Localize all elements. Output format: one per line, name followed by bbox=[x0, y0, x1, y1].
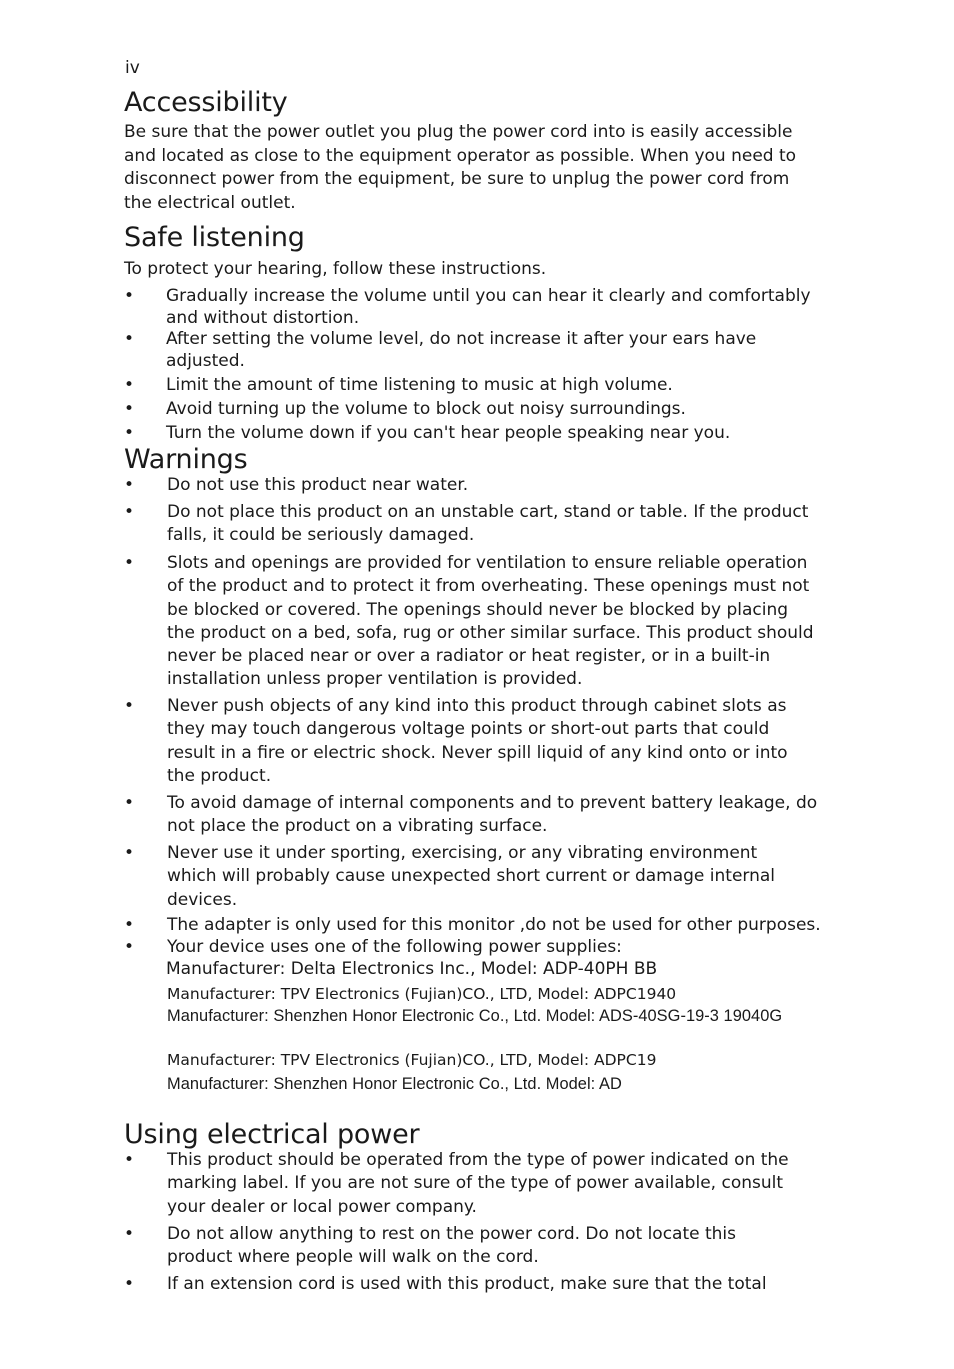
list-item bbox=[124, 842, 804, 912]
list-item bbox=[124, 501, 844, 548]
list-item-text: Turn the volume down if you can't hear people speaking near you. bbox=[166, 423, 731, 443]
list-item bbox=[124, 792, 844, 839]
bullet-glyph: • bbox=[124, 423, 135, 443]
bullet-glyph: • bbox=[124, 696, 135, 716]
warnings-heading: Warnings bbox=[124, 444, 248, 475]
power-supply-line: Manufacturer: TPV Electronics (Fujian)CO., LTD, Model: ADPC19 bbox=[167, 1051, 657, 1069]
power-supply-line: Manufacturer: Shenzhen Honor Electronic Co., Ltd. Model: AD bbox=[167, 1075, 622, 1093]
bullet-glyph: • bbox=[124, 375, 135, 395]
list-item bbox=[124, 914, 864, 937]
list-item-text: This product should be operated from the type of power indicated on the marking label. If you are not sure of the type of power available, consult your dealer or local power company. bbox=[167, 1150, 789, 1217]
bullet-glyph: • bbox=[124, 843, 135, 863]
list-item-text: Slots and openings are provided for ventilation to ensure reliable operation of the product and to protect it from overheating. These openings must not be blocked or covered. The openings should never be blocked by placing the product on a bed, sofa, rug or other similar surface. This product should never be placed near or over a radiator or heat register, or in a built-in installation unless proper ventilation is provided. bbox=[167, 553, 814, 690]
power-supply-line: Manufacturer: TPV Electronics (Fujian)CO., LTD, Model: ADPC1940 bbox=[167, 985, 677, 1003]
list-item bbox=[124, 936, 844, 959]
bullet-glyph: • bbox=[124, 915, 135, 935]
bullet-glyph: • bbox=[124, 1274, 135, 1294]
bullet-glyph: • bbox=[124, 1150, 135, 1170]
list-item-text: Do not allow anything to rest on the power cord. Do not locate this product where people will walk on the cord. bbox=[167, 1224, 737, 1268]
bullet-glyph: • bbox=[124, 399, 135, 419]
accessibility-paragraph: Be sure that the power outlet you plug the power cord into is easily accessible and located as close to the equipment operator as possible. When you need to disconnect power from the equipment, be sure to unplug the power cord from the electrical outlet. bbox=[124, 122, 797, 213]
list-item-text: The adapter is only used for this monitor ,do not be used for other purposes. bbox=[167, 915, 821, 935]
list-item-text: Never push objects of any kind into this product through cabinet slots as they may touch dangerous voltage points or short-out parts that could result in a fire or electric shock. Never spill liquid of any kind onto or into the product. bbox=[167, 696, 788, 786]
list-item bbox=[124, 474, 844, 497]
safe-listening-intro: To protect your hearing, follow these instructions. bbox=[124, 259, 547, 279]
list-item-text: Limit the amount of time listening to music at high volume. bbox=[166, 375, 673, 395]
power-supply-line: Manufacturer: Delta Electronics Inc., Model: ADP-40PH BB bbox=[166, 959, 658, 979]
list-item bbox=[124, 1273, 844, 1296]
list-item bbox=[124, 374, 844, 397]
list-item-text: Never use it under sporting, exercising, or any vibrating environment which will probably cause unexpected short current or damage internal devices. bbox=[167, 843, 776, 910]
bullet-glyph: • bbox=[124, 475, 135, 495]
bullet-glyph: • bbox=[124, 502, 135, 522]
list-item bbox=[124, 285, 844, 329]
list-item-text: If an extension cord is used with this product, make sure that the total bbox=[167, 1274, 767, 1294]
list-item bbox=[124, 398, 844, 421]
safe-listening-heading: Safe listening bbox=[124, 222, 305, 253]
bullet-glyph: • bbox=[124, 286, 135, 306]
bullet-glyph: • bbox=[124, 1224, 135, 1244]
list-item-text: Avoid turning up the volume to block out noisy surroundings. bbox=[166, 399, 686, 419]
bullet-glyph: • bbox=[124, 553, 135, 573]
power-supply-line: Manufacturer: Shenzhen Honor Electronic Co., Ltd. Model: ADS-40SG-19-3 19040G bbox=[167, 1007, 783, 1025]
list-item bbox=[124, 1149, 814, 1219]
list-item-text: To avoid damage of internal components and to prevent battery leakage, do not place the product on a vibrating surface. bbox=[167, 793, 818, 837]
list-item bbox=[124, 695, 804, 788]
list-item-text: Gradually increase the volume until you can hear it clearly and comfortably and without distortion. bbox=[166, 286, 811, 328]
accessibility-heading: Accessibility bbox=[124, 87, 288, 118]
bullet-glyph: • bbox=[124, 937, 135, 957]
list-item bbox=[124, 1223, 764, 1270]
electrical-power-heading: Using electrical power bbox=[124, 1119, 420, 1150]
list-item bbox=[124, 422, 844, 445]
page-number: iv bbox=[125, 58, 140, 78]
bullet-glyph: • bbox=[124, 329, 135, 349]
list-item-text: After setting the volume level, do not increase it after your ears have adjusted. bbox=[166, 329, 757, 371]
list-item bbox=[124, 328, 814, 372]
list-item-text: Do not use this product near water. bbox=[167, 475, 469, 495]
list-item bbox=[124, 552, 819, 692]
list-item-text: Your device uses one of the following power supplies: bbox=[167, 937, 622, 957]
bullet-glyph: • bbox=[124, 793, 135, 813]
list-item-text: Do not place this product on an unstable cart, stand or table. If the product falls, it could be seriously damaged. bbox=[167, 502, 809, 546]
